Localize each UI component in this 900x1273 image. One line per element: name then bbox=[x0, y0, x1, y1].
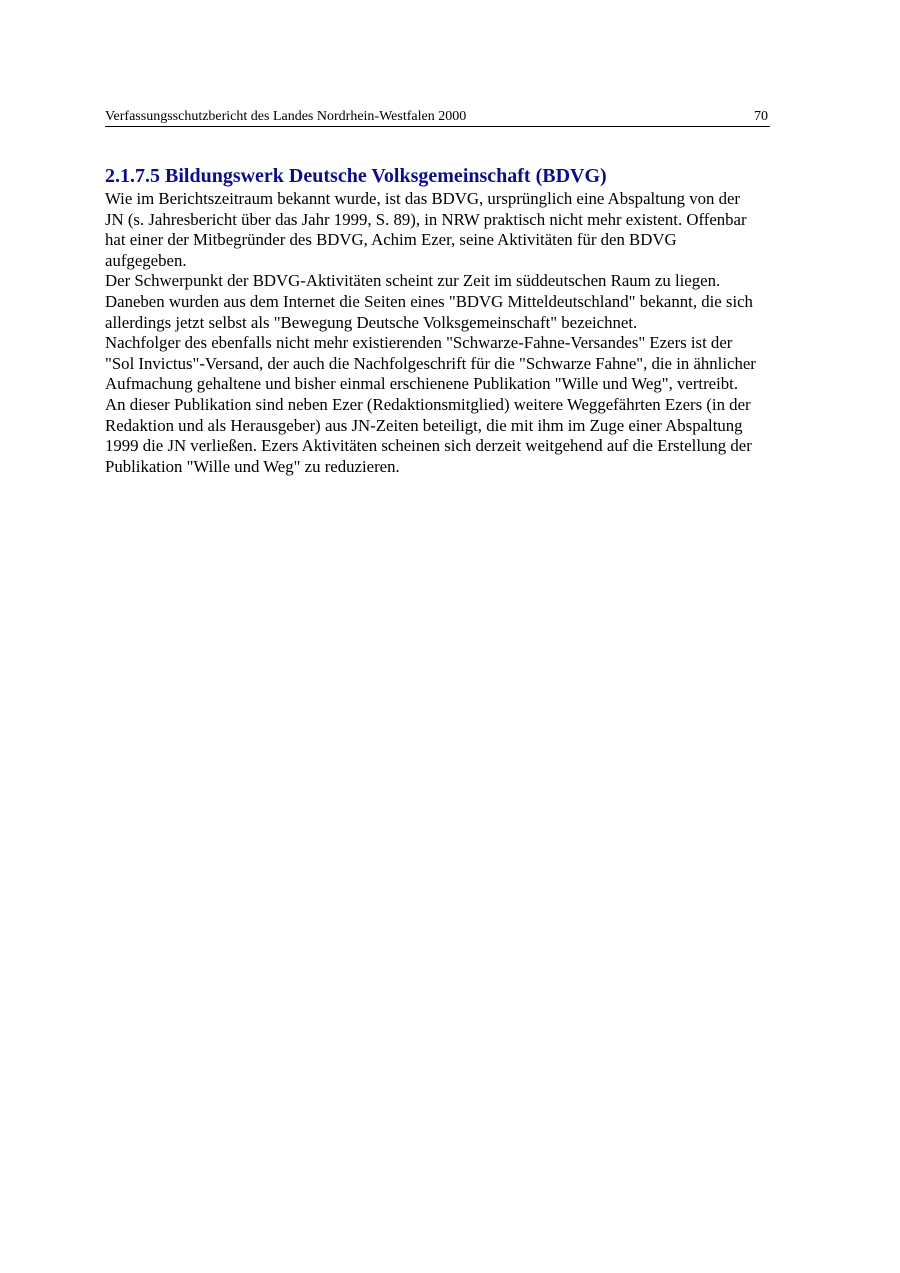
body-line: Wie im Berichtszeitraum bekannt wurde, ist das BDVG, ursprünglich eine Abspaltung von der bbox=[105, 189, 741, 208]
body-line: "Sol Invictus"-Versand, der auch die Nachfolgeschrift für die "Schwarze Fahne", die in ähnlicher bbox=[105, 353, 756, 373]
body-line: Nachfolger des ebenfalls nicht mehr existierenden "Schwarze-Fahne-Versandes" Ezers ist der bbox=[105, 333, 733, 353]
body-line: Redaktion und als Herausgeber) aus JN-Zeiten beteiligt, die mit ihm im Zuge einer Abspaltung bbox=[105, 415, 743, 435]
body-line: Der Schwerpunkt der BDVG-Aktivitäten scheint zur Zeit im süddeutschen Raum zu liegen. bbox=[105, 271, 721, 291]
body-line: allerdings jetzt selbst als "Bewegung Deutsche Volksgemeinschaft" bezeichnet. bbox=[105, 312, 638, 332]
body-line: JN (s. Jahresbericht über das Jahr 1999, S. 89), in NRW praktisch nicht mehr existent. Offenbar bbox=[105, 209, 747, 229]
body-line: Publikation "Wille und Weg" zu reduzieren. bbox=[105, 456, 400, 476]
body-line: An dieser Publikation sind neben Ezer (Redaktionsmitglied) weitere Weggefährten Ezers (in der bbox=[105, 394, 751, 414]
page-header bbox=[105, 107, 770, 127]
body-line: hat einer der Mitbegründer des BDVG, Achim Ezer, seine Aktivitäten für den BDVG bbox=[105, 230, 677, 250]
body-line: Aufmachung gehaltene und bisher einmal erschienene Publikation "Wille und Weg", vertreibt. bbox=[105, 374, 739, 394]
section-bdvg bbox=[105, 163, 805, 477]
section-heading: 2.1.7.5 Bildungswerk Deutsche Volksgemeinschaft (BDVG) bbox=[105, 165, 607, 187]
body-line: aufgegeben. bbox=[105, 250, 187, 270]
page-number: 70 bbox=[754, 109, 768, 124]
section-body bbox=[105, 189, 805, 477]
body-line: Daneben wurden aus dem Internet die Seiten eines "BDVG Mitteldeutschland" bekannt, die sich bbox=[105, 291, 753, 311]
body-line: 1999 die JN verließen. Ezers Aktivitäten scheinen sich derzeit weitgehend auf die Erstellung der bbox=[105, 436, 752, 456]
header-title: Verfassungsschutzbericht des Landes Nordrhein-Westfalen 2000 bbox=[105, 109, 467, 124]
